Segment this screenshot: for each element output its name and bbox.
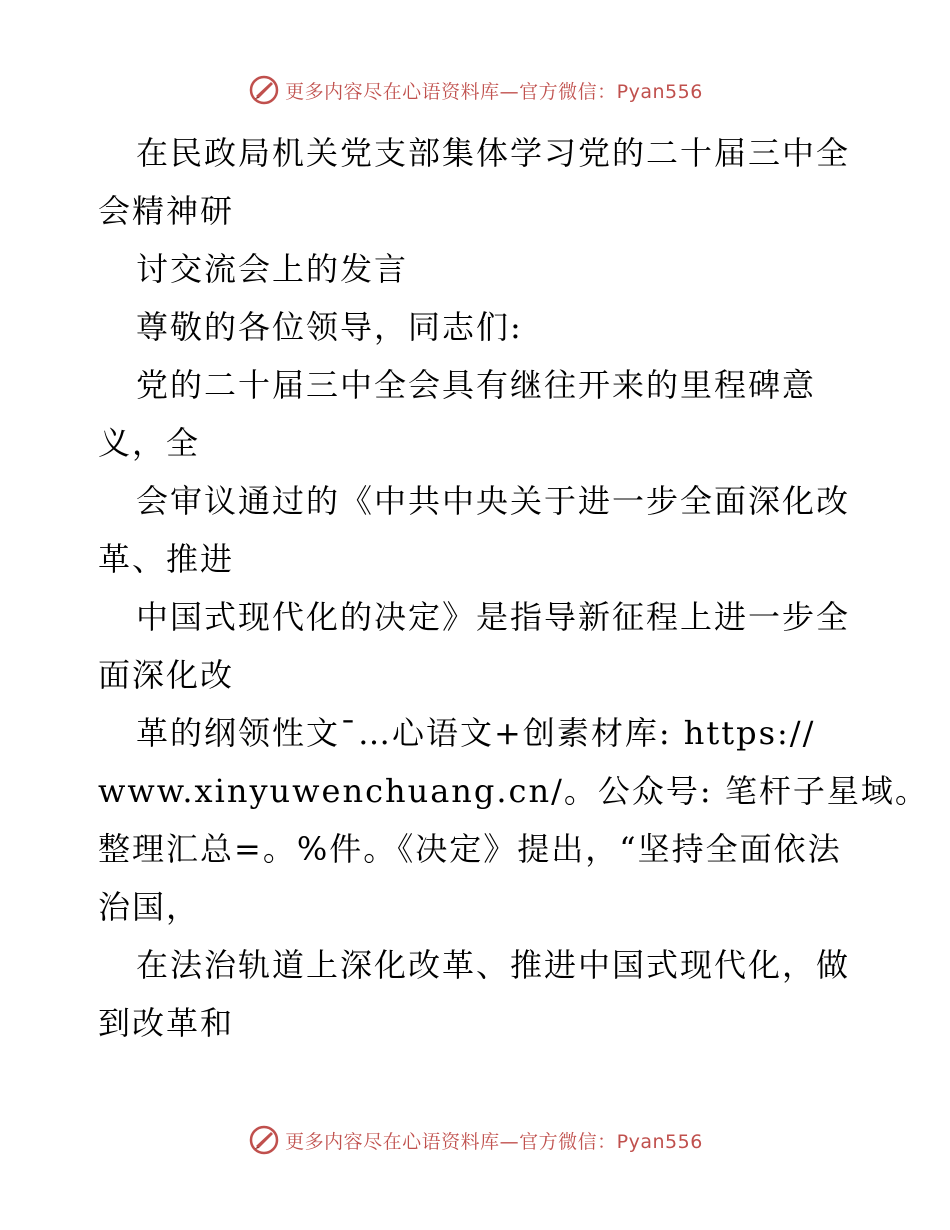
- text-line: www.xinyuwenchuang.cn/。公众号: 笔杆子星域。: [98, 772, 929, 810]
- text-line: 革、推进: [98, 540, 235, 578]
- text-line: 面深化改: [98, 656, 235, 694]
- text-line: 义，全: [98, 424, 201, 462]
- text-line: 中国式现代化的决定》是指导新征程上进一步全: [136, 598, 851, 636]
- header-banner: [0, 70, 950, 110]
- text-line: 革的纲领性文¯…心语文+创素材库: https://: [136, 714, 816, 752]
- footer-banner: [0, 1120, 950, 1160]
- salutation: 尊敬的各位领导，同志们:: [136, 308, 523, 346]
- title-line-1: 在民政局机关党支部集体学习党的二十届三中全: [136, 134, 851, 172]
- text-line: 整理汇总=。%件。《决定》提出，“坚持全面依法: [98, 830, 842, 868]
- footer-banner-text: 更多内容尽在心语资料库—官方微信：Pyan556: [285, 1130, 703, 1153]
- text-line: 会审议通过的《中共中央关于进一步全面深化改: [136, 482, 851, 520]
- text-line: 党的二十届三中全会具有继往开来的里程碑意: [136, 366, 817, 404]
- title-line-2: 会精神研: [98, 192, 235, 230]
- text-line: 治国，: [98, 888, 201, 926]
- text-line: 到改革和: [98, 1004, 235, 1042]
- text-line: 在法治轨道上深化改革、推进中国式现代化，做: [136, 946, 851, 984]
- document-body: [98, 124, 929, 1052]
- title-line-3: 讨交流会上的发言: [136, 250, 409, 288]
- brush-logo-icon: [247, 73, 281, 107]
- brush-logo-icon: [247, 1123, 281, 1157]
- header-banner-text: 更多内容尽在心语资料库—官方微信：Pyan556: [285, 80, 703, 103]
